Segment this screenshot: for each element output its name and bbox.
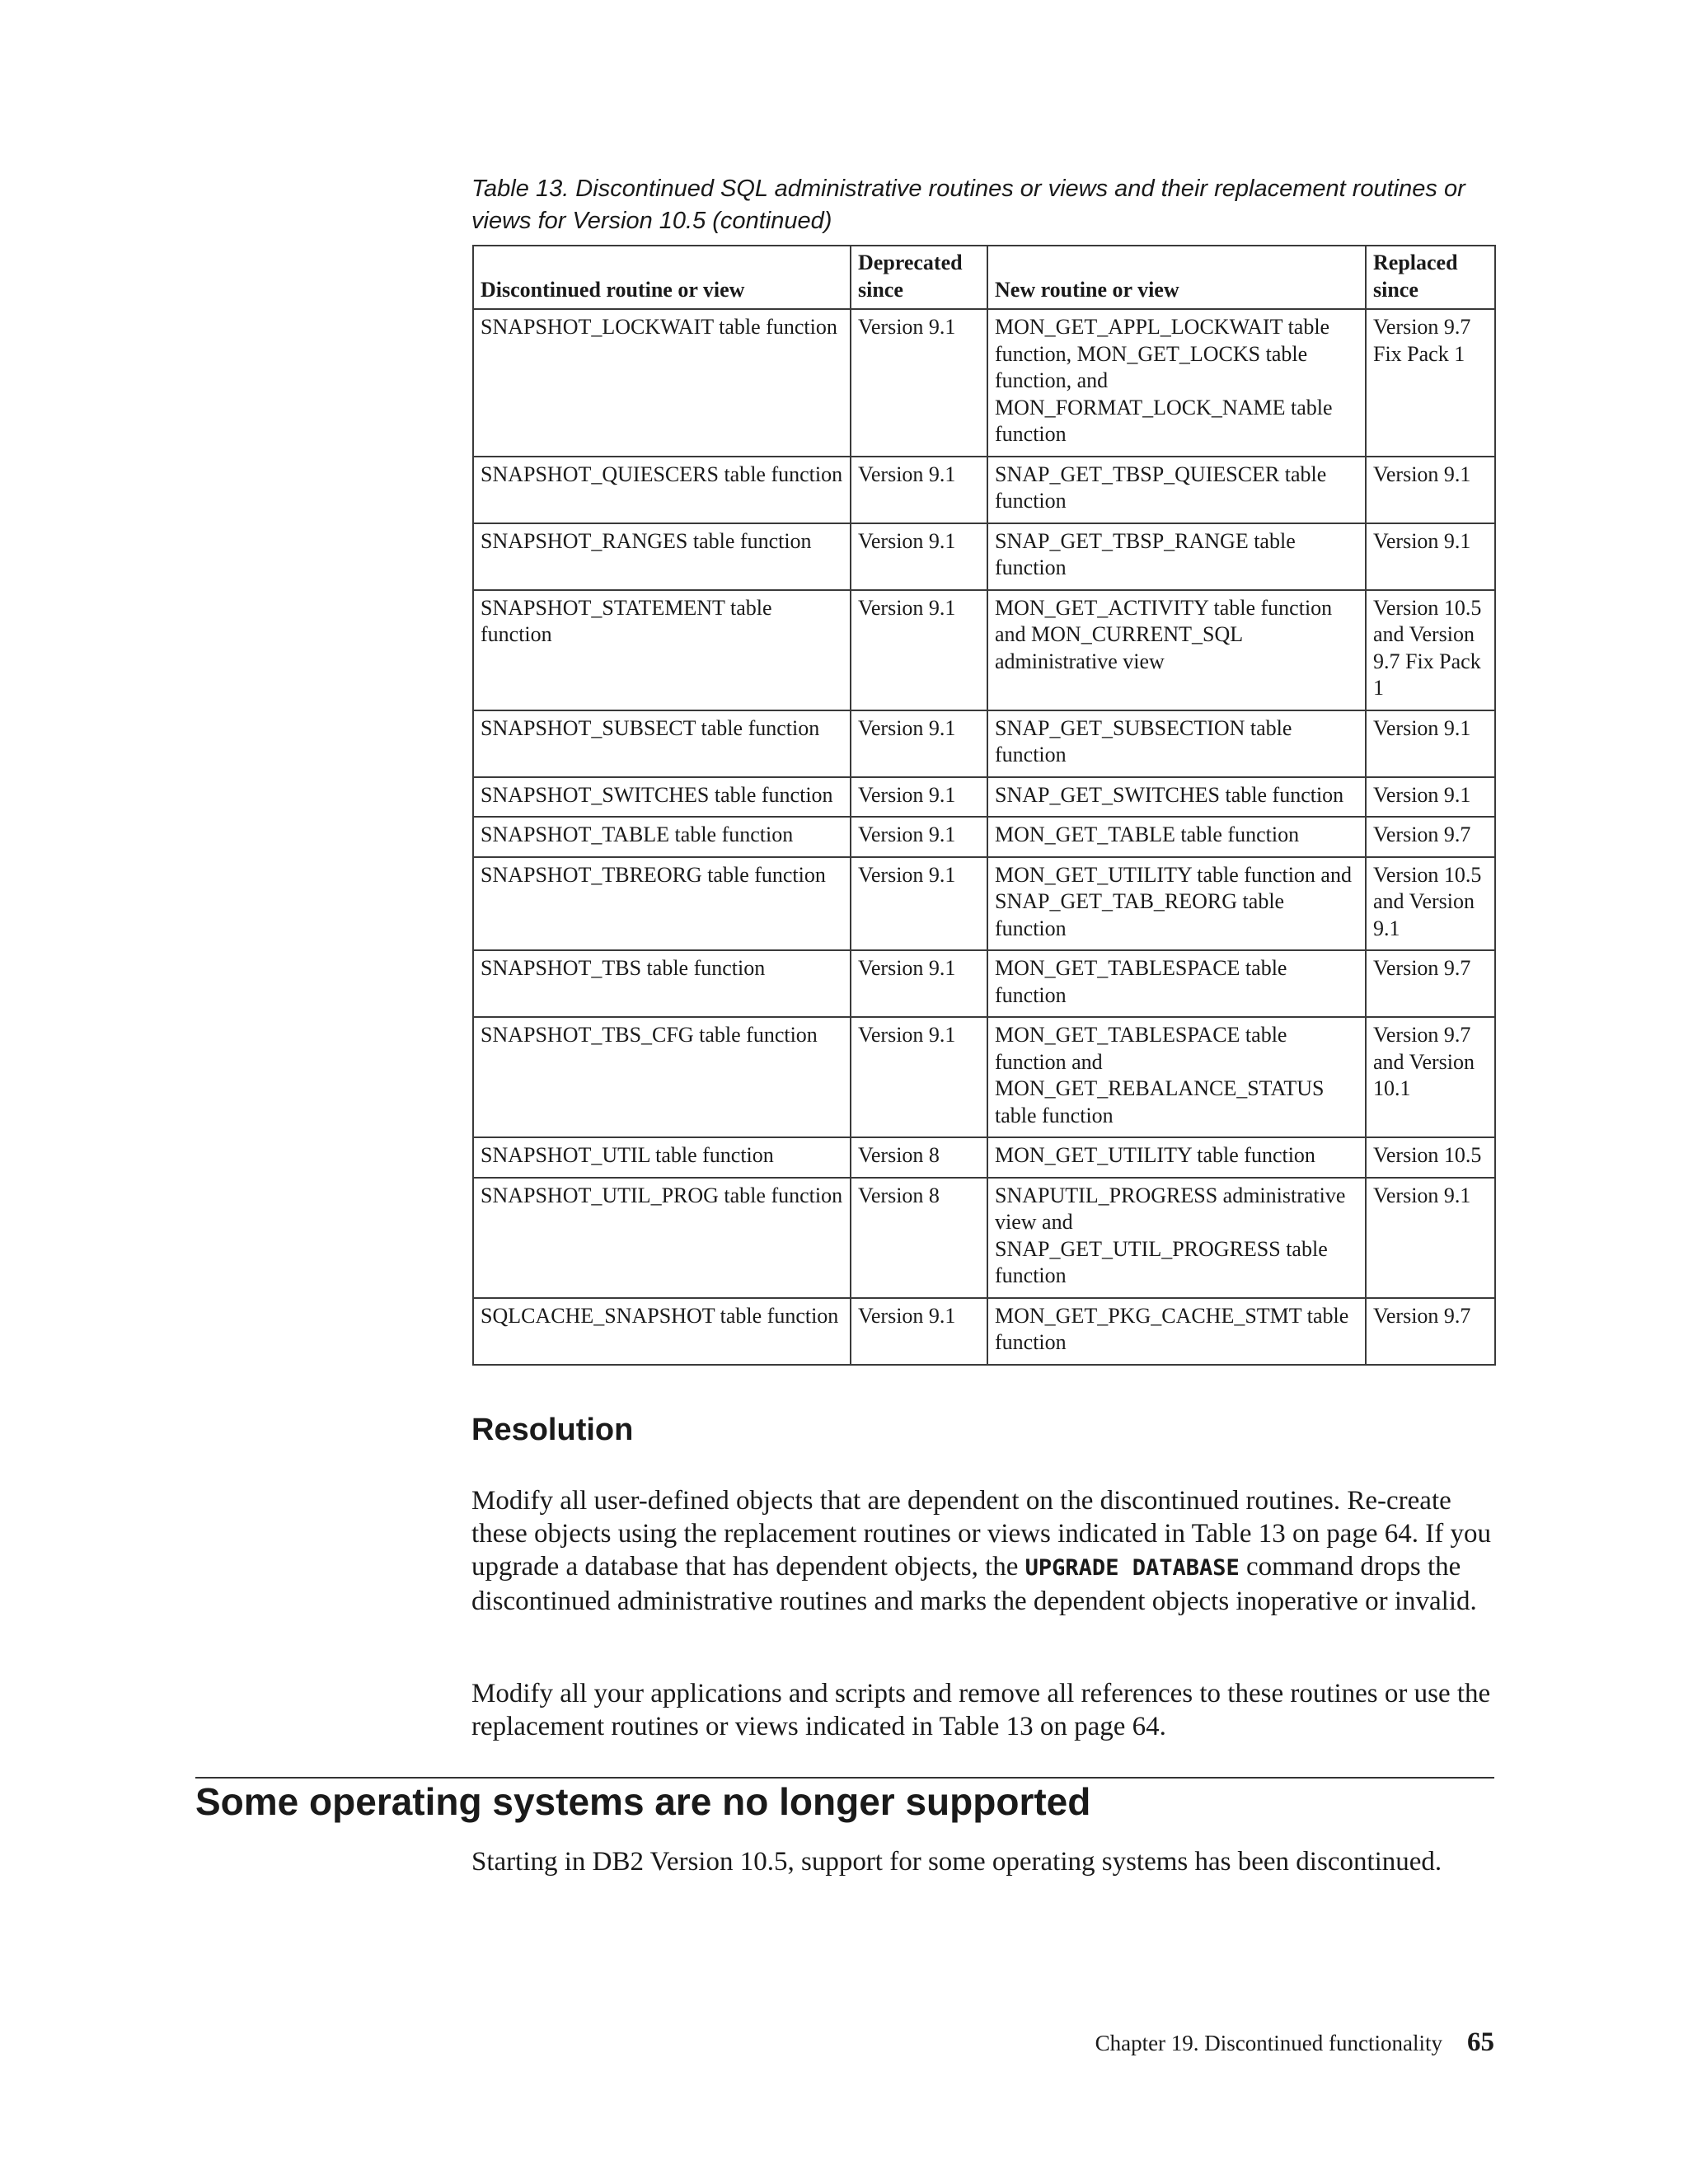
table-cell: SNAPSHOT_SUBSECT table function (473, 710, 851, 777)
table-row (473, 1178, 1495, 1298)
footer-chapter-title: Chapter 19. Discontinued functionality (1095, 2031, 1442, 2055)
table-header-row (473, 246, 1495, 309)
table-cell: Version 9.7 Fix Pack 1 (1366, 309, 1495, 457)
table-cell: SNAPSHOT_STATEMENT table function (473, 590, 851, 710)
table-cell: SNAP_GET_TBSP_QUIESCER table function (987, 457, 1366, 523)
table-cell: MON_GET_UTILITY table function (987, 1137, 1366, 1178)
table-cell: Version 9.1 (851, 817, 987, 857)
table-cell: SQLCACHE_SNAPSHOT table function (473, 1298, 851, 1365)
table-cell: SNAPSHOT_TBS_CFG table function (473, 1017, 851, 1137)
table-cell: SNAPSHOT_LOCKWAIT table function (473, 309, 851, 457)
upgrade-database-command: UPGRADE DATABASE (1025, 1555, 1240, 1581)
table-cell: Version 9.1 (851, 1298, 987, 1365)
table-cell: SNAPUTIL_PROGRESS administrative view and SNAP_GET_UTIL_PROGRESS table function (987, 1178, 1366, 1298)
table-cell: Version 9.1 (851, 710, 987, 777)
table-cell: MON_GET_UTILITY table function and SNAP_GET_TAB_REORG table function (987, 857, 1366, 951)
table-cell: Version 9.7 and Version 10.1 (1366, 1017, 1495, 1137)
table-cell: Version 9.1 (851, 1017, 987, 1137)
table-cell: Version 9.1 (1366, 1178, 1495, 1298)
table-cell: Version 9.1 (851, 950, 987, 1017)
column-header-deprecated-since: Deprecated since (851, 246, 987, 309)
column-header-replaced-since: Replaced since (1366, 246, 1495, 309)
table-cell: Version 9.1 (1366, 457, 1495, 523)
table-row (473, 950, 1495, 1017)
table-cell: Version 9.7 (1366, 1298, 1495, 1365)
table-row (473, 1137, 1495, 1178)
table-cell: SNAPSHOT_TBS table function (473, 950, 851, 1017)
section-heading: Some operating systems are no longer supported (195, 1780, 1091, 1823)
table-cell: SNAP_GET_SUBSECTION table function (987, 710, 1366, 777)
table-cell: Version 9.1 (851, 590, 987, 710)
table-cell: MON_GET_TABLESPACE table function (987, 950, 1366, 1017)
table-cell: SNAPSHOT_UTIL table function (473, 1137, 851, 1178)
table-row (473, 710, 1495, 777)
section-paragraph: Starting in DB2 Version 10.5, support for some operating systems has been discontinued. (471, 1847, 1442, 1877)
column-header-discontinued: Discontinued routine or view (473, 246, 851, 309)
table-cell: MON_GET_TABLESPACE table function and MON_GET_REBALANCE_STATUS table function (987, 1017, 1366, 1137)
table-cell: SNAP_GET_SWITCHES table function (987, 777, 1366, 818)
table-row (473, 457, 1495, 523)
table-cell: SNAPSHOT_SWITCHES table function (473, 777, 851, 818)
table-cell: Version 9.1 (851, 857, 987, 951)
page-number: 65 (1467, 2027, 1494, 2057)
resolution-heading: Resolution (471, 1413, 634, 1447)
page-footer (1095, 2027, 1494, 2058)
table-row (473, 777, 1495, 818)
table-row (473, 309, 1495, 457)
table-cell: SNAPSHOT_TBREORG table function (473, 857, 851, 951)
discontinued-routines-table (472, 245, 1496, 1366)
resolution-text-before-command: Modify all user-defined objects that are dependent on the discontinued routines. Re-create these objects using the replacement routines or views indicated in Table 13 on page 64. If you upgrade a database that has dependent objects, the (471, 1486, 1491, 1582)
table-cell: Version 9.1 (851, 777, 987, 818)
table-cell: Version 9.1 (1366, 523, 1495, 590)
table-cell: Version 10.5 (1366, 1137, 1495, 1178)
table-cell: MON_GET_TABLE table function (987, 817, 1366, 857)
table-cell: SNAPSHOT_QUIESCERS table function (473, 457, 851, 523)
resolution-paragraph-1 (471, 1484, 1502, 1618)
resolution-paragraph-2: Modify all your applications and scripts and remove all references to these routines or use the replacement routines or views indicated in Table 13 on page 64. (471, 1679, 1491, 1741)
table-cell: Version 8 (851, 1178, 987, 1298)
table-cell: Version 9.1 (851, 523, 987, 590)
table-cell: Version 10.5 and Version 9.7 Fix Pack 1 (1366, 590, 1495, 710)
table-cell: Version 10.5 and Version 9.1 (1366, 857, 1495, 951)
table-cell: SNAP_GET_TBSP_RANGE table function (987, 523, 1366, 590)
table-cell: Version 9.1 (1366, 710, 1495, 777)
table-cell: Version 8 (851, 1137, 987, 1178)
table-row (473, 857, 1495, 951)
table-cell: SNAPSHOT_UTIL_PROG table function (473, 1178, 851, 1298)
table-row (473, 817, 1495, 857)
table-cell: Version 9.1 (851, 457, 987, 523)
table-row (473, 1017, 1495, 1137)
table-cell: Version 9.1 (851, 309, 987, 457)
resolution-text-after-command: command drops the discontinued administrative routines and marks the dependent objects inoperative or invalid. (471, 1552, 1477, 1616)
table-row (473, 1298, 1495, 1365)
table-cell: Version 9.7 (1366, 817, 1495, 857)
table-row (473, 590, 1495, 710)
table-cell: Version 9.1 (1366, 777, 1495, 818)
table-cell: SNAPSHOT_TABLE table function (473, 817, 851, 857)
table-cell: Version 9.7 (1366, 950, 1495, 1017)
table-cell: MON_GET_ACTIVITY table function and MON_CURRENT_SQL administrative view (987, 590, 1366, 710)
table-row (473, 523, 1495, 590)
table-cell: SNAPSHOT_RANGES table function (473, 523, 851, 590)
table-cell: MON_GET_PKG_CACHE_STMT table function (987, 1298, 1366, 1365)
column-header-new-routine: New routine or view (987, 246, 1366, 309)
table-cell: MON_GET_APPL_LOCKWAIT table function, MON_GET_LOCKS table function, and MON_FORMAT_LOCK_NAME table function (987, 309, 1366, 457)
table-caption: Table 13. Discontinued SQL administrative routines or views and their replacement routines or views for Version 10.5 (continued) (471, 176, 1465, 234)
